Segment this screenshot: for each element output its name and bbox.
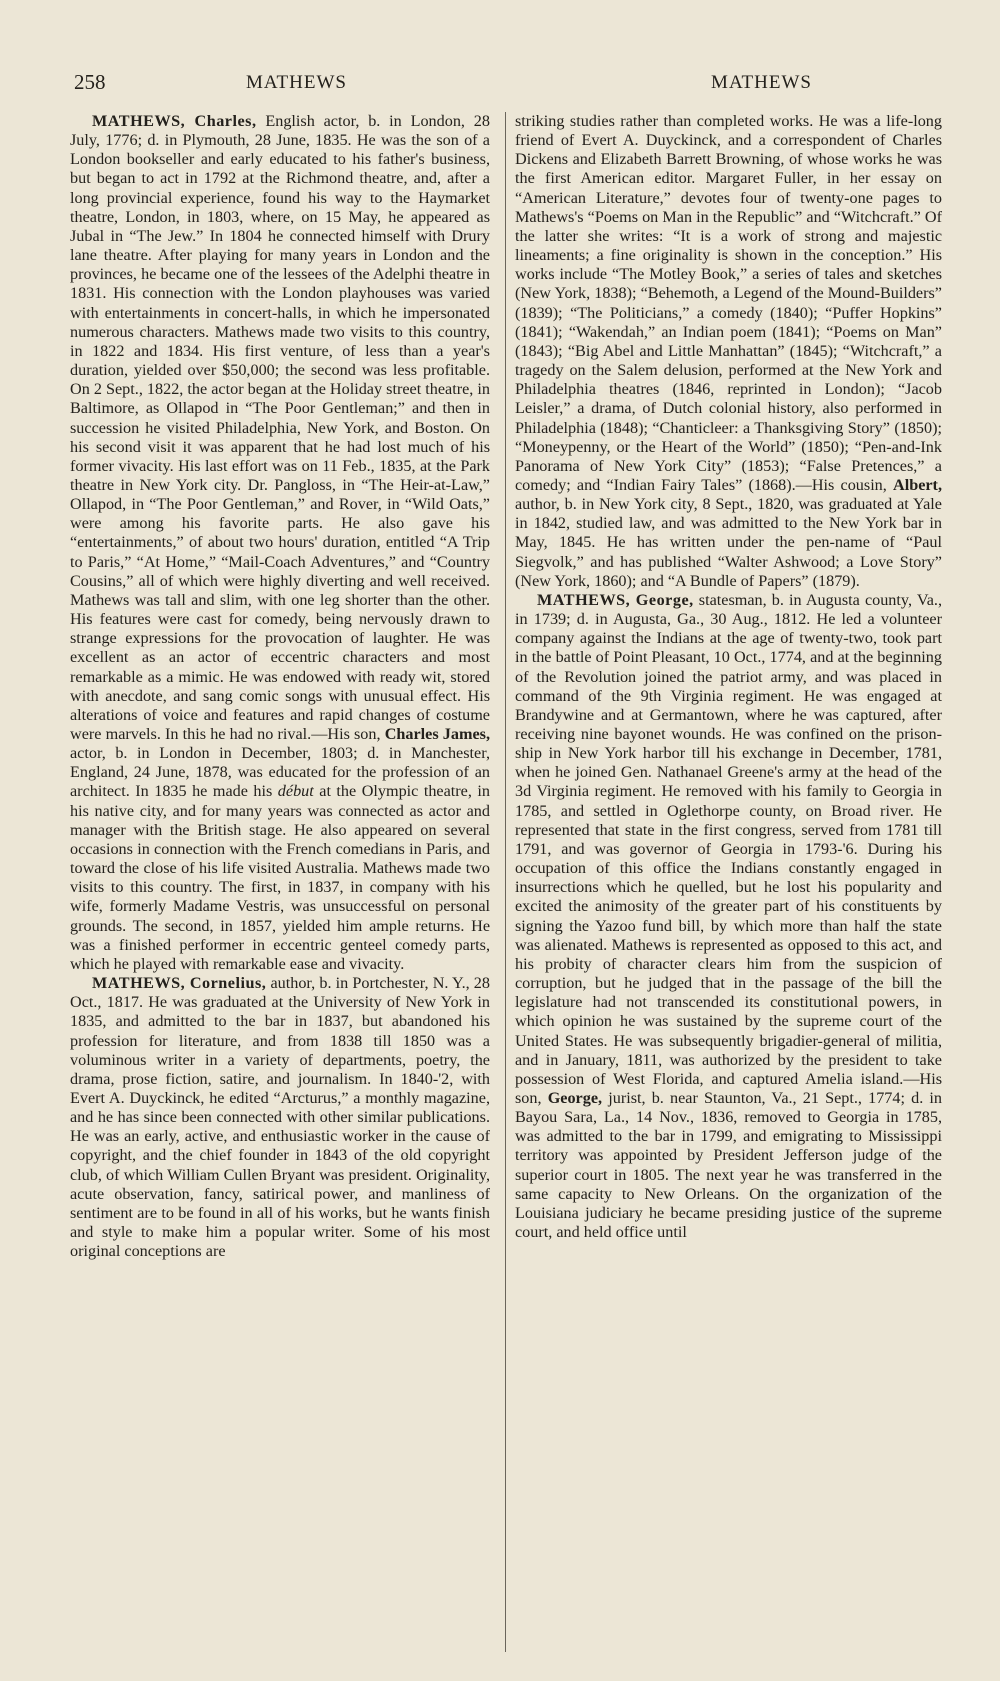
entry-text: actor, b. in London in December, 1803; d. in Manchester, England, 24 June, 1878, was educated for the profession of an architect. In 1835 he made his <box>70 744 490 801</box>
entry-text: author, b. in Portchester, N. Y., 28 Oct., 1817. He was graduated at the University of New York in 1835, and admitted to the bar in 1837, but abandoned his profession for literature, and from 1838 till 1850 was a voluminous writer in a variety of departments, poetry, the drama, prose fiction, satire, and journalism. In 1840-'2, with Evert A. Duyckinck, he edited “Arcturus,” a monthly magazine, and he has since been connected with other similar publications. He was an early, active, and enthusiastic worker in the cause of copyright, and the chief founder in 1843 of the old copyright club, of which William Cullen Bryant was president. Originality, acute observation, fancy, satirical power, and manliness of sentiment are to be found in all of his works, but he wants finish and style to make him a popular writer. Some of his most original conceptions are <box>70 974 490 1261</box>
running-head-right: MATHEWS <box>711 72 812 93</box>
entry-text: striking studies rather than completed works. He was a life-long friend of Evert A. Duyckinck, and a correspondent of Charles Dickens and Elizabeth Barrett Browning, of whose works he was the first American editor. Margaret Fuller, in her essay on “American Literature,” devotes four of twenty-one pages to Mathews's “Poems on Man in the Republic” and “Witchcraft.” Of the latter she writes: “It is a work of strong and majestic lineaments; a fine originality is shown in the conception.” His works include “The Motley Book,” a series of tales and sketches (New York, 1838); “Behemoth, a Legend of the Mound-Builders” (1839); “The Politicians,” a comedy (1840); “Puffer Hopkins” (1841); “Wakendah,” an Indian poem (1841); “Poems on Man” (1843); “Big Abel and Little Manhattan” (1845); “Witchcraft,” a tragedy on the Salem delusion, performed at the New York and Philadelphia theatres (1846, reprinted in London); “Jacob Leisler,” a drama, of Dutch colonial history, also performed in Philadelphia (1848); “Chanticleer: a Thanksgiving Story” (1850); “Moneypenny, or the Heart of the World” (1850); “Pen-and-Ink Panorama of New York City” (1853); “False Pretences,” a comedy; and “Indian Fairy Tales” (1868).—His cousin, <box>515 112 942 494</box>
text-columns <box>70 112 942 1657</box>
running-head-left: MATHEWS <box>246 72 347 93</box>
right-column <box>515 112 942 1657</box>
subentry-name: George, <box>547 1088 603 1107</box>
entry-text: jurist, b. near Staunton, Va., 21 Sept., 1774; d. in Bayou Sara, La., 14 Nov., 1836, removed to Georgia in 1785, was admitted to the bar in 1799, and emigrating to Mississippi territory was appointed by President Jefferson judge of the superior court in 1805. The next year he was transferred in the same capacity to New Orleans. On the organization of the Louisiana judiciary he became presiding justice of the supreme court, and held office until <box>515 1088 942 1242</box>
entry-text: at the Olympic theatre, in his native city, and for many years was connected as actor and manager with the British stage. He also appeared on several occasions in connection with the French comedians in Paris, and toward the close of his life visited Australia. Mathews made two visits to this country. The first, in 1837, in company with his wife, formerly Madame Vestris, was unsuccessful on personal grounds. The second, in 1857, yielded him ample returns. He was a finished performer in eccentric genteel comedy parts, which he played with remarkable ease and vivacity. <box>70 782 490 973</box>
entry-text: author, b. in New York city, 8 Sept., 1820, was graduated at Yale in 1842, studied law, and was admitted to the New York bar in May, 1845. He has written under the pen-name of “Paul Siegvolk,” and has published “Walter Ashwood; a Love Story” (New York, 1860); and “A Bundle of Papers” (1879). <box>515 495 942 590</box>
page-header <box>74 70 812 100</box>
entry-cornelius-continued <box>515 112 942 591</box>
entry-cornelius <box>70 974 490 1261</box>
entry-text: statesman, b. in Augusta county, Va., in 1739; d. in Augusta, Ga., 30 Aug., 1812. He led a volunteer company against the Indians at the age of twenty-two, took part in the battle of Point Pleasant, 10 Oct., 1774, and at the beginning of the Revolution joined the patriot army, and was placed in command of the 9th Virginia regiment. He was engaged at Brandywine and at Germantown, where he was captured, after receiving nine bayonet wounds. He was confined on the prison-ship in New York harbor till his exchange in December, 1781, when he joined Gen. Nathanael Greene's army at the head of the 3d Virginia regiment. He removed with his family to Georgia in 1785, and settled in Oglethorpe county, on Broad river. He represented that state in the first congress, served from 1781 till 1791, and was governor of Georgia in 1793-'6. During his occupation of this office the Indians constantly engaged in insurrections which he quelled, but he lost his popularity and excited the animosity of the greater part of his constituents by signing the Yazoo fund bill, by which more than half the state was alienated. Mathews is represented as opposed to this act, and his probity of character clears him from the suspicion of corruption, but he judged that in the passage of the bill the legislature had not transcended its constitutional powers, in which opinion he was sustained by the supreme court of the United States. He was subsequently brigadier-general of militia, and in January, 1811, was authorized by the president to take possession of West Florida, and captured Amelia island.—His son, <box>515 590 942 1107</box>
subentry-name: Albert, <box>893 475 942 494</box>
headword-george: MATHEWS, George, <box>537 590 694 609</box>
entry-charles <box>70 112 490 974</box>
entry-text: English actor, b. in London, 28 July, 1776; d. in Plymouth, 28 June, 1835. He was the son of a London bookseller and early educated to his father's business, but began to act in 1792 at the Richmond theatre, and, after a long provincial experience, found his way to the Haymarket theatre, London, in 1803, where, on 15 May, he appeared as Jubal in “The Jew.” In 1804 he connected himself with Drury lane theatre. After playing for many years in London and the provinces, he became one of the lessees of the Adelphi theatre in 1831. His connection with the London playhouses was varied with entertainments in concert-halls, in which he impersonated numerous characters. Mathews made two visits to this country, in 1822 and 1834. His first venture, of less than a year's duration, yielded over $50,000; the second was less profitable. On 2 Sept., 1822, the actor began at the Holiday street theatre, in Baltimore, as Ollapod in “The Poor Gentleman;” and then in succession he visited Philadelphia, New York, and Boston. On his second visit it was apparent that he had lost much of his former vivacity. His last effort was on 11 Feb., 1835, at the Park theatre in New York city. Dr. Pangloss, in “The Heir-at-Law,” Ollapod, in “The Poor Gentleman,” and Rover, in “Wild Oats,” were among his favorite parts. He also gave his “entertainments,” of about two hours' duration, entitled “A Trip to Paris,” “At Home,” “Mail-Coach Adventures,” and “Country Cousins,” all of which were highly diverting and well received. Mathews was tall and slim, with one leg shorter than the other. His features were cast for comedy, being nervously drawn to strange expressions for the provocation of laughter. He was excellent as an actor of eccentric characters and most remarkable as a mimic. He was endowed with ready wit, stored with anecdote, and sang comic songs with unusual effect. His alterations of voice and features and rapid changes of costume were marvels. In this he had no rival.—His son, <box>70 112 490 743</box>
italic-word: début <box>277 782 314 801</box>
column-divider <box>505 112 506 1652</box>
page-number: 258 <box>74 70 106 94</box>
entry-george <box>515 591 942 1242</box>
headword-cornelius: MATHEWS, Cornelius, <box>92 974 267 993</box>
subentry-name: Charles James, <box>384 725 490 743</box>
headword-charles: MATHEWS, Charles, <box>92 112 257 130</box>
left-column <box>70 112 490 1657</box>
